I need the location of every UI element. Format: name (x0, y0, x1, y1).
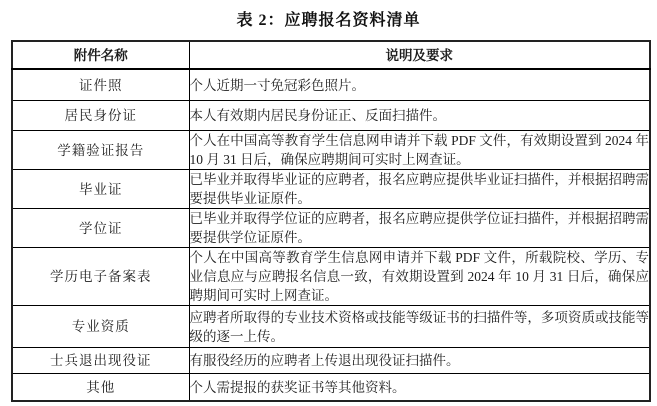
attachment-name-cell: 学籍验证报告 (12, 131, 189, 170)
description-cell: 本人有效期内居民身份证正、反面扫描件。 (189, 101, 650, 131)
table-row (12, 170, 650, 209)
description-cell: 个人在中国高等教育学生信息网申请并下载 PDF 文件，有效期设置到 2024 年 10 月 31 日后，确保应聘期间可实时上网查证。 (189, 131, 650, 170)
table-row (12, 101, 650, 131)
attachment-name-cell: 证件照 (12, 69, 189, 101)
table-row (12, 209, 650, 248)
table-row (12, 374, 650, 402)
attachment-name-cell: 士兵退出现役证 (12, 348, 189, 374)
table-row (12, 348, 650, 374)
table-title: 表 2：应聘报名资料清单 (236, 12, 421, 29)
attachment-name-cell: 学历电子备案表 (12, 248, 189, 306)
header-attachment-name: 附件名称 (12, 41, 189, 69)
description-cell: 应聘者所取得的专业技术资格或技能等级证书的扫描件等，多项资质或技能等级的逐一上传。 (189, 306, 650, 348)
materials-table (11, 40, 651, 402)
attachment-name-cell: 毕业证 (12, 170, 189, 209)
table-header-row (12, 41, 650, 69)
table-row (12, 306, 650, 348)
description-cell: 已毕业并取得学位证的应聘者，报名应聘应提供学位证扫描件，并根据招聘需要提供学位证原件。 (189, 209, 650, 248)
attachment-name-cell: 学位证 (12, 209, 189, 248)
table-row (12, 248, 650, 306)
description-cell: 个人需提报的获奖证书等其他资料。 (189, 374, 650, 402)
attachment-name-cell: 其他 (12, 374, 189, 402)
description-cell: 个人在中国高等教育学生信息网申请并下载 PDF 文件，所载院校、学历、专业信息应与应聘报名信息一致，有效期设置到 2024 年 10 月 31 日后，确保应聘期间可实时上网查证。 (189, 248, 650, 306)
header-description: 说明及要求 (189, 41, 650, 69)
table-row (12, 131, 650, 170)
attachment-name-cell: 专业资质 (12, 306, 189, 348)
description-cell: 个人近期一寸免冠彩色照片。 (189, 69, 650, 101)
description-cell: 有服役经历的应聘者上传退出现役证扫描件。 (189, 348, 650, 374)
description-cell: 已毕业并取得毕业证的应聘者，报名应聘应提供毕业证扫描件，并根据招聘需要提供毕业证原件。 (189, 170, 650, 209)
attachment-name-cell: 居民身份证 (12, 101, 189, 131)
table-row (12, 69, 650, 101)
